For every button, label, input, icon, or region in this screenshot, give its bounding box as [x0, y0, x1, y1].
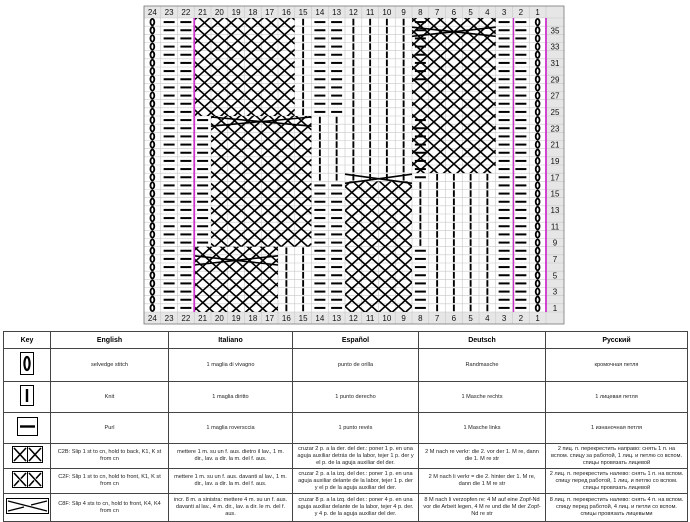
deutsch-cell: Randmasche	[419, 349, 546, 382]
italiano-cell: mettere 1 m. su un f. aus. dietro il lav., 1 m. dir., lav. a dir. la m. del f. aus.	[169, 444, 293, 469]
espanol-cell: cruzar 2 p. a la izq. del der.: poner 1 p. en una aguja auxiliar delante de la labor, tejer 1 p. der y el p de la aguja auxiliar del der.	[293, 469, 419, 494]
column-number-bottom: 24	[147, 314, 157, 323]
key-cell	[4, 382, 51, 413]
english-cell: C2B: Slip 1 st to cn, hold to back, K1, K st from cn	[51, 444, 169, 469]
column-number-bottom: 9	[401, 314, 406, 323]
column-number-top: 17	[265, 8, 275, 17]
column-number-top: 10	[382, 8, 392, 17]
key-cell	[4, 494, 51, 522]
legend-row-c8f	[4, 494, 688, 522]
header-deutsch: Deutsch	[419, 332, 546, 349]
legend-header-row	[4, 332, 688, 349]
espanol-cell: cruzar 8 p. a la izq. del der.: poner 4 p. en una aguja auxiliar delante de la labor, tejer 4 p. der. y 4 p. de la aguja auxiliar del der.	[293, 494, 419, 522]
column-number-bottom: 20	[214, 314, 224, 323]
column-number-bottom: 21	[198, 314, 208, 323]
row-number: 25	[550, 107, 560, 117]
row-number: 31	[550, 58, 560, 68]
column-number-top: 11	[365, 8, 375, 17]
column-number-top: 14	[315, 8, 325, 17]
column-number-top: 7	[434, 8, 440, 17]
selvedge-stitch-icon	[5, 349, 50, 378]
row-number: 21	[550, 140, 560, 150]
russian-cell: 2 пиц. п. перекрестить направо: снять 1 п. на вспом. спицу за работой, 1 лиц. и петлю со вспом. спицы провязать лицевой	[546, 444, 688, 469]
italiano-cell: 1 maglia di vivagno	[169, 349, 293, 382]
row-number: 9	[552, 238, 558, 248]
english-cell: C8F: Slip 4 sts to cn, hold to front, K4, K4 from cn	[51, 494, 169, 522]
column-number-top: 1	[535, 8, 540, 17]
column-number-top: 21	[198, 8, 208, 17]
column-number-bottom: 3	[501, 314, 507, 323]
column-number-top: 9	[401, 8, 406, 17]
column-number-bottom: 7	[434, 314, 440, 323]
english-cell: Purl	[51, 413, 169, 444]
column-number-top: 13	[332, 8, 342, 17]
row-number: 19	[550, 156, 560, 166]
c2b-cable-icon	[5, 444, 50, 465]
row-number: 5	[552, 271, 558, 281]
legend-row-c2f	[4, 469, 688, 494]
column-number-top: 22	[181, 8, 191, 17]
row-number: 15	[550, 189, 560, 199]
espanol-cell: 1 punto revés	[293, 413, 419, 444]
column-number-bottom: 15	[298, 314, 308, 323]
header-espanol: Español	[293, 332, 419, 349]
column-number-top: 20	[214, 8, 224, 17]
column-number-top: 19	[231, 8, 241, 17]
english-cell: Knit	[51, 382, 169, 413]
column-number-top: 5	[468, 8, 473, 17]
italiano-cell: incr. 8 m. a sinistra: mettere 4 m. su un f. aus. davanti al lav., 4 m. dir., lav. a dir. le m. del f. aus.	[169, 494, 293, 522]
key-cell	[4, 444, 51, 469]
row-number: 13	[550, 205, 560, 215]
row-number: 29	[550, 75, 560, 85]
column-number-bottom: 2	[518, 314, 524, 323]
legend-table	[3, 331, 688, 522]
column-number-top: 23	[164, 8, 174, 17]
row-number: 23	[550, 124, 560, 134]
espanol-cell: 1 punto derecho	[293, 382, 419, 413]
column-number-bottom: 4	[485, 314, 490, 323]
column-number-bottom: 18	[248, 314, 258, 323]
russian-cell: 1 изнаночная петля	[546, 413, 688, 444]
column-number-bottom: 17	[265, 314, 275, 323]
column-number-top: 12	[348, 8, 358, 17]
header-english: English	[51, 332, 169, 349]
row-number: 35	[550, 26, 560, 36]
column-number-top: 3	[501, 8, 507, 17]
legend-row-knit	[4, 382, 688, 413]
legend-row-selvedge	[4, 349, 688, 382]
column-number-bottom: 16	[281, 314, 291, 323]
c8f-cable-icon	[5, 494, 50, 518]
column-number-top: 15	[298, 8, 308, 17]
column-number-bottom: 5	[468, 314, 473, 323]
column-number-bottom: 13	[332, 314, 342, 323]
column-number-bottom: 10	[382, 314, 392, 323]
purl-icon	[5, 413, 50, 440]
row-number: 17	[550, 173, 560, 183]
column-number-bottom: 14	[315, 314, 325, 323]
russian-cell: кромочная петля	[546, 349, 688, 382]
deutsch-cell: 8 M nach li verzopfen re: 4 M auf eine Zopf-Nd vor die Arbeit legen, 4 M re und die M der Zopf-Nd re str	[419, 494, 546, 522]
header-key: Key	[4, 332, 51, 349]
c2f-cable-icon	[5, 469, 50, 490]
column-number-bottom: 22	[181, 314, 191, 323]
italiano-cell: mettere 1 m. su un f. aus. davanti al lav., 1 m. dir., lav. a dir. la m. del f. aus.	[169, 469, 293, 494]
header-russian: Русский	[546, 332, 688, 349]
english-cell: C2F: Slip 1 st to cn, hold to front, K1, K st from cn	[51, 469, 169, 494]
column-number-bottom: 23	[164, 314, 174, 323]
deutsch-cell: 1 Masche links	[419, 413, 546, 444]
italiano-cell: 1 maglia diritto	[169, 382, 293, 413]
row-number: 1	[552, 303, 558, 313]
italiano-cell: 1 maglia roversccia	[169, 413, 293, 444]
key-cell	[4, 469, 51, 494]
key-cell	[4, 413, 51, 444]
english-cell: selvedge stitch	[51, 349, 169, 382]
key-cell	[4, 349, 51, 382]
column-number-bottom: 11	[365, 314, 375, 323]
deutsch-cell: 2 M nach re verkr: die 2. vor der 1. M re, dann die 1. M re str	[419, 444, 546, 469]
espanol-cell: punto de orilla	[293, 349, 419, 382]
column-number-bottom: 12	[348, 314, 358, 323]
deutsch-cell: 1 Masche rechts	[419, 382, 546, 413]
column-number-top: 6	[451, 8, 457, 17]
column-number-top: 24	[147, 8, 157, 17]
russian-cell: 2 лиц. п. перекрестить налево: снять 1 п. на вспом. спицу перед работой, 1 лиц. и петлю со вспом. спицы провязать лицевой	[546, 469, 688, 494]
column-number-bottom: 19	[231, 314, 241, 323]
row-number: 11	[550, 222, 560, 232]
row-number: 3	[552, 287, 558, 297]
row-number: 27	[550, 91, 560, 101]
russian-cell: 8 лиц. п. перекрестить налево: снять 4 п. на вспом. спицу перед работой, 4 лиц. и петли со вспом. спицы провязать лицевыми	[546, 494, 688, 522]
header-italiano: Italiano	[169, 332, 293, 349]
legend-row-c2b	[4, 444, 688, 469]
column-number-top: 18	[248, 8, 258, 17]
column-number-bottom: 8	[418, 314, 423, 323]
row-number: 7	[552, 254, 558, 264]
column-number-top: 16	[281, 8, 291, 17]
legend-row-purl	[4, 413, 688, 444]
deutsch-cell: 2 M nach li verkr = die 2. hinter der 1. M re, dann die 1 M re str	[419, 469, 546, 494]
russian-cell: 1 лицевая петля	[546, 382, 688, 413]
row-number: 33	[550, 42, 560, 52]
espanol-cell: cruzar 2 p. a la der. del der.: poner 1 p. en una aguja auxiliar detrás de la labor, tejer 1 p. der y el p. de la aguja auxiliar del der.	[293, 444, 419, 469]
column-number-top: 4	[485, 8, 490, 17]
column-number-top: 2	[518, 8, 524, 17]
column-number-top: 8	[418, 8, 423, 17]
knit-icon	[5, 382, 50, 409]
column-number-bottom: 6	[451, 314, 457, 323]
column-number-bottom: 1	[535, 314, 540, 323]
